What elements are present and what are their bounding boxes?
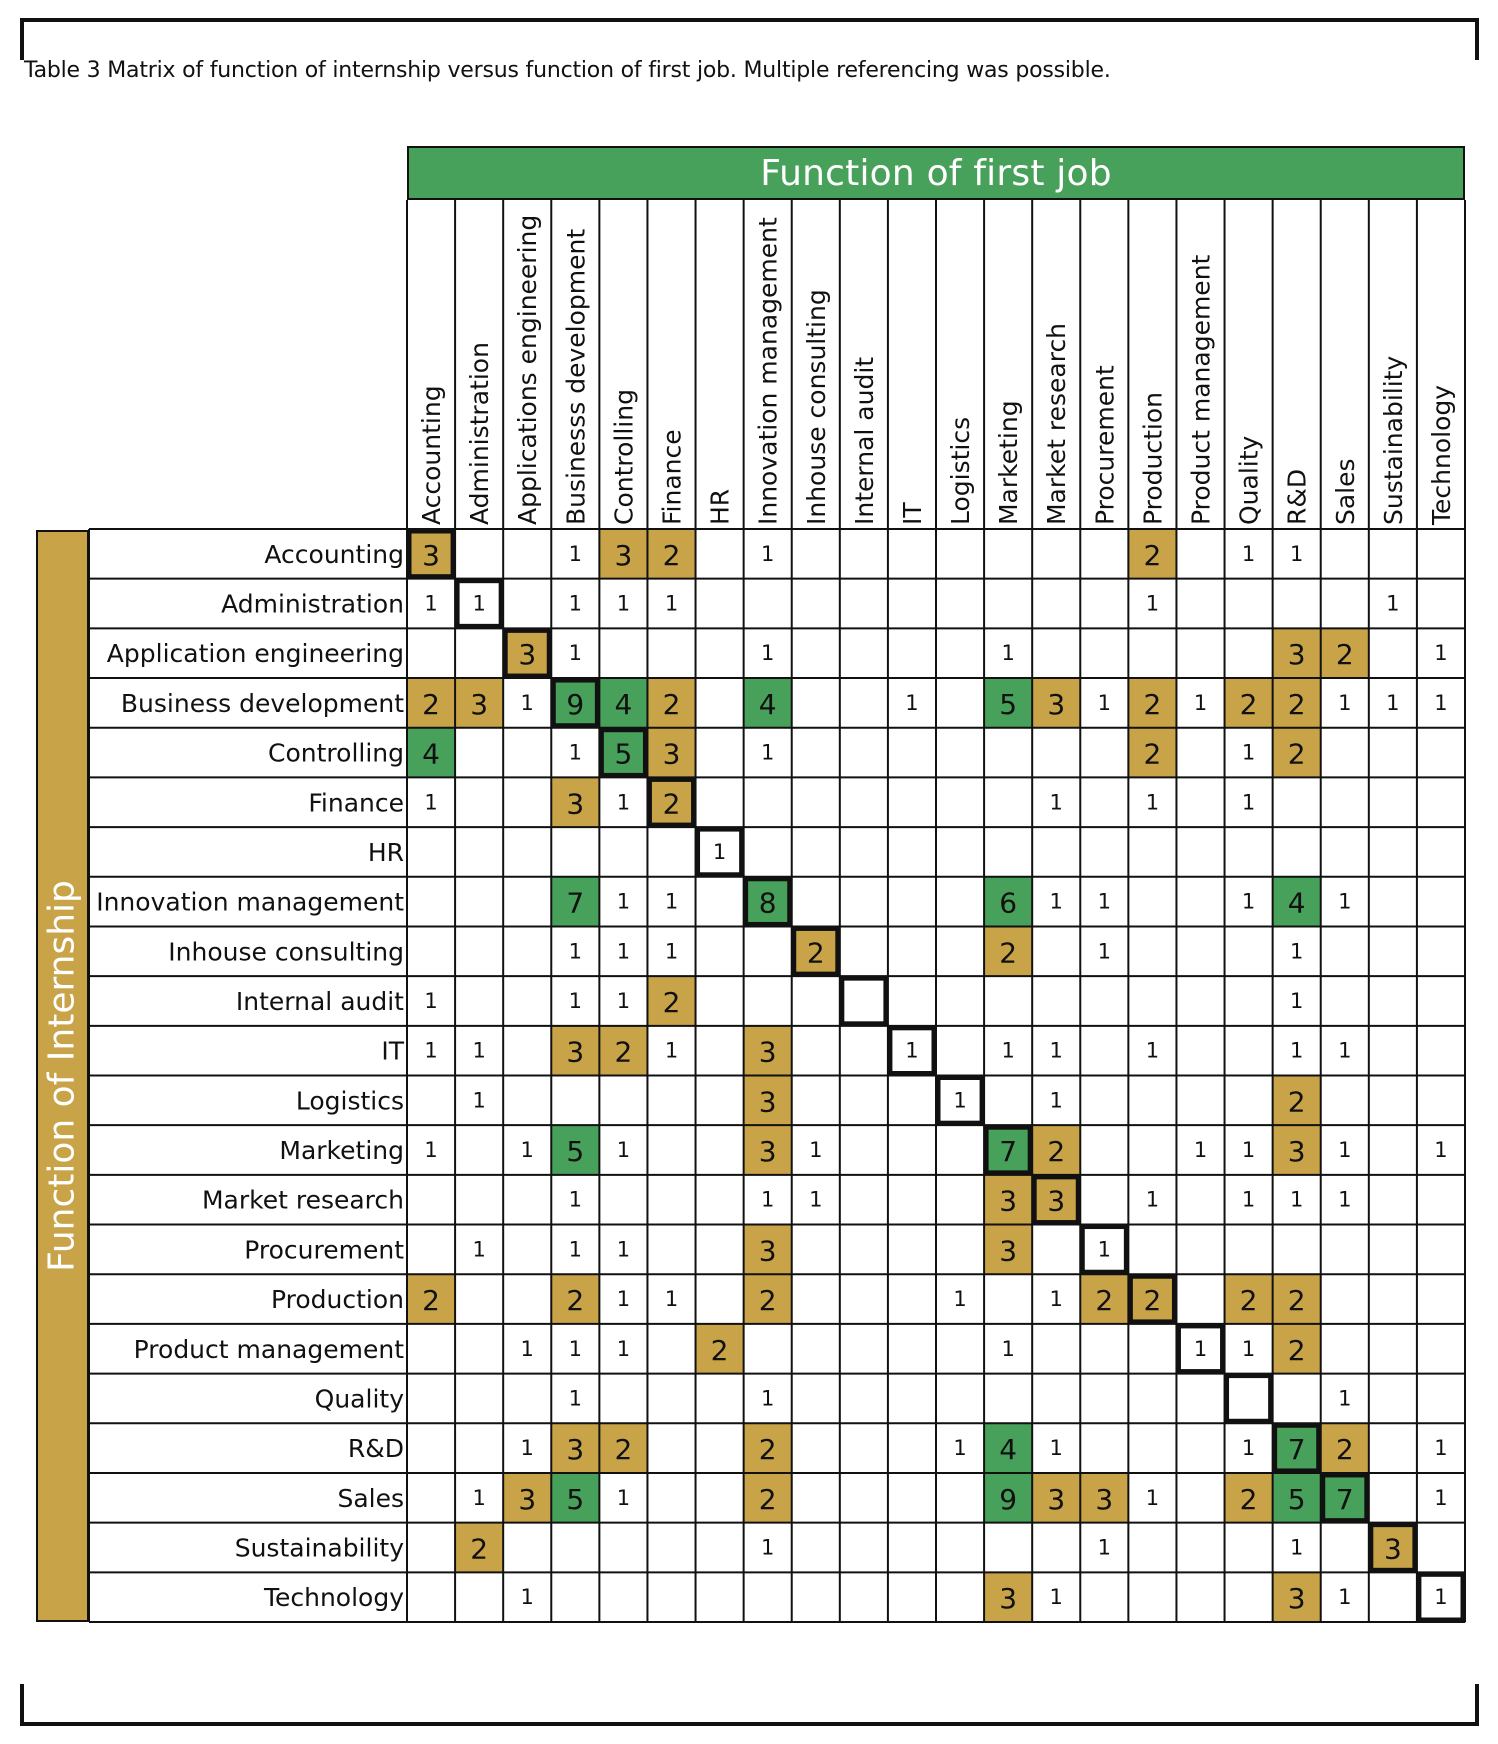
cell-value: 1 — [664, 889, 679, 914]
cell-value: 1 — [1338, 1038, 1352, 1063]
cell-value: 1 — [1289, 1187, 1304, 1212]
cell-value: 1 — [1434, 641, 1448, 666]
cell-value: 1 — [424, 1038, 438, 1063]
column-label: Product management — [1186, 254, 1216, 525]
column-label: HR — [705, 488, 735, 525]
cell-value: 3 — [758, 1135, 777, 1169]
cell-value: 1 — [1193, 1336, 1208, 1361]
cell-value: 3 — [566, 1433, 585, 1467]
cell-value: 2 — [1287, 1333, 1306, 1367]
column-label: Sales — [1330, 458, 1360, 525]
cell-value: 1 — [905, 690, 919, 715]
cell-value: 1 — [712, 839, 727, 864]
cell-value: 3 — [758, 1035, 777, 1069]
cell-value: 1 — [1338, 1585, 1352, 1610]
cell-value: 1 — [1434, 1485, 1448, 1510]
cell-value: 1 — [1434, 1436, 1448, 1461]
row-label: Technology — [263, 1583, 404, 1613]
cell-value: 2 — [422, 687, 440, 721]
cell-value: 1 — [1338, 1386, 1352, 1411]
cell-value: 5 — [999, 687, 1018, 721]
cell-value: 1 — [1049, 1287, 1063, 1312]
cell-value: 1 — [1145, 790, 1160, 815]
cell-value: 1 — [520, 1138, 534, 1163]
cell-value: 1 — [1338, 889, 1352, 914]
cell-value: 2 — [1239, 1284, 1258, 1318]
diagonal-highlight — [842, 978, 886, 1024]
cell-value: 1 — [616, 1336, 631, 1361]
column-label: Market research — [1042, 322, 1072, 525]
cell-value: 3 — [999, 1234, 1018, 1268]
row-label: Administration — [221, 589, 404, 619]
row-label: HR — [367, 837, 404, 867]
cell-value: 1 — [1338, 1138, 1352, 1163]
cell-value: 1 — [1001, 641, 1015, 666]
cell-value: 1 — [953, 1088, 967, 1113]
cell-value: 2 — [1287, 1284, 1306, 1318]
cell-value: 2 — [1239, 687, 1258, 721]
cell-value: 1 — [568, 1237, 583, 1262]
column-label: Controlling — [609, 389, 639, 525]
column-label: Technology — [1426, 384, 1456, 525]
cell-value: 3 — [1287, 638, 1306, 672]
column-label: Businesss development — [561, 228, 591, 525]
cell-value: 1 — [1049, 790, 1063, 815]
row-group-header-label: Function of Internship — [41, 880, 83, 1272]
column-label: Inhouse consulting — [801, 289, 831, 525]
cell-value: 1 — [1193, 1138, 1208, 1163]
cell-value: 2 — [710, 1333, 729, 1367]
cell-value: 2 — [1287, 687, 1306, 721]
cell-value: 1 — [1434, 1585, 1448, 1610]
cell-value: 3 — [999, 1582, 1018, 1616]
cell-value: 3 — [1095, 1482, 1114, 1516]
cell-value: 1 — [1289, 1535, 1304, 1560]
cell-value: 1 — [1241, 790, 1256, 815]
cell-value: 1 — [568, 1187, 583, 1212]
cell-value: 1 — [905, 1038, 919, 1063]
cell-value: 1 — [1049, 1436, 1063, 1461]
cell-value: 1 — [1434, 690, 1448, 715]
cell-value: 2 — [614, 1433, 633, 1467]
cell-value: 2 — [1143, 737, 1162, 771]
cell-value: 3 — [566, 1035, 585, 1069]
cell-value: 1 — [616, 1287, 631, 1312]
cell-value: 2 — [662, 985, 681, 1019]
cell-value: 1 — [520, 690, 534, 715]
cell-value: 1 — [1241, 1336, 1256, 1361]
cell-value: 1 — [568, 641, 583, 666]
row-label: Accounting — [264, 539, 404, 569]
cell-value: 1 — [568, 988, 583, 1013]
row-label: Quality — [314, 1384, 404, 1414]
cell-value: 1 — [1289, 541, 1304, 566]
cell-value: 2 — [1287, 737, 1306, 771]
cell-value: 2 — [758, 1433, 777, 1467]
cell-value: 1 — [472, 1038, 486, 1063]
cell-value: 1 — [1049, 1038, 1063, 1063]
cell-value: 1 — [1338, 690, 1352, 715]
column-label: Accounting — [417, 385, 447, 525]
row-label: Controlling — [268, 738, 404, 768]
cell-value: 1 — [1241, 889, 1256, 914]
cell-value: 4 — [758, 687, 777, 721]
cell-value: 1 — [616, 591, 631, 616]
cell-value: 3 — [1047, 1482, 1066, 1516]
row-label: Logistics — [295, 1086, 404, 1116]
column-label: Procurement — [1090, 365, 1120, 525]
cell-value: 3 — [1047, 687, 1066, 721]
row-label: Application engineering — [106, 639, 404, 669]
cell-value: 1 — [1097, 1237, 1112, 1262]
cell-value: 3 — [758, 1234, 777, 1268]
cell-value: 1 — [424, 1138, 438, 1163]
cell-value: 1 — [424, 790, 438, 815]
column-label: Administration — [465, 342, 495, 525]
row-label: Inhouse consulting — [168, 937, 404, 967]
cell-value: 1 — [1145, 1038, 1160, 1063]
cell-value: 1 — [520, 1585, 534, 1610]
cell-value: 1 — [472, 1237, 486, 1262]
cell-value: 1 — [1049, 889, 1063, 914]
cell-value: 1 — [1241, 1138, 1256, 1163]
cell-value: 3 — [566, 787, 585, 821]
cell-value: 3 — [422, 538, 440, 572]
cell-value: 2 — [566, 1284, 585, 1318]
cell-value: 1 — [472, 1485, 486, 1510]
cell-value: 1 — [616, 939, 631, 964]
cell-value: 2 — [1239, 1482, 1258, 1516]
cell-value: 2 — [1143, 687, 1162, 721]
cell-value: 2 — [1335, 1433, 1354, 1467]
cell-value: 2 — [662, 787, 681, 821]
cell-value: 5 — [614, 737, 633, 771]
cell-value: 2 — [758, 1284, 777, 1318]
row-label: Marketing — [279, 1136, 404, 1166]
diagonal-highlight — [1227, 1376, 1271, 1422]
cell-value: 7 — [999, 1135, 1018, 1169]
cell-value: 1 — [568, 591, 583, 616]
row-label: Business development — [120, 688, 404, 718]
column-label: Marketing — [994, 400, 1024, 525]
cell-value: 1 — [664, 1038, 679, 1063]
cell-value: 4 — [614, 687, 633, 721]
cell-value: 3 — [1047, 1184, 1066, 1218]
cell-value: 1 — [520, 1336, 534, 1361]
cell-value: 5 — [1287, 1482, 1306, 1516]
column-label: Internal audit — [849, 356, 879, 525]
cell-value: 2 — [614, 1035, 633, 1069]
cell-value: 2 — [1095, 1284, 1114, 1318]
cell-value: 1 — [1001, 1038, 1015, 1063]
cell-value: 1 — [664, 591, 679, 616]
cell-value: 1 — [1241, 1436, 1256, 1461]
table-caption: Table 3 Matrix of function of internship versus function of first job. Multiple referencing was possible. — [24, 58, 1111, 83]
cell-value: 1 — [1001, 1336, 1015, 1361]
cell-value: 1 — [616, 1138, 631, 1163]
cell-value: 1 — [1145, 1187, 1160, 1212]
cell-value: 9 — [566, 687, 585, 721]
cell-value: 1 — [1193, 690, 1208, 715]
cell-value: 1 — [568, 740, 583, 765]
cell-value: 1 — [1289, 939, 1304, 964]
cell-value: 2 — [1143, 538, 1162, 572]
row-label: Procurement — [244, 1235, 404, 1265]
column-label: R&D — [1282, 468, 1312, 525]
cell-value: 1 — [1386, 591, 1400, 616]
cell-value: 2 — [662, 538, 681, 572]
cell-value: 1 — [424, 988, 438, 1013]
cell-value: 9 — [999, 1482, 1018, 1516]
cell-value: 1 — [1097, 889, 1112, 914]
cell-value: 1 — [760, 1187, 775, 1212]
cell-value: 1 — [1145, 591, 1160, 616]
cell-value: 2 — [758, 1482, 777, 1516]
cell-value: 1 — [616, 1485, 631, 1510]
cell-value: 1 — [568, 1386, 583, 1411]
cell-value: 4 — [1287, 886, 1306, 920]
cell-value: 1 — [472, 1088, 486, 1113]
cell-value: 3 — [470, 687, 489, 721]
cell-value: 1 — [472, 591, 486, 616]
cell-value: 7 — [1335, 1482, 1354, 1516]
cell-value: 2 — [1287, 1085, 1306, 1119]
cell-value: 1 — [568, 1336, 583, 1361]
cell-value: 1 — [1241, 740, 1256, 765]
cell-value: 1 — [1289, 1038, 1304, 1063]
cell-value: 1 — [424, 591, 438, 616]
cell-value: 2 — [1143, 1284, 1162, 1318]
cell-value: 3 — [518, 1482, 537, 1516]
cell-value: 3 — [758, 1085, 777, 1119]
cell-value: 3 — [662, 737, 681, 771]
cell-value: 1 — [760, 740, 775, 765]
cell-value: 1 — [568, 939, 583, 964]
cell-value: 5 — [566, 1482, 585, 1516]
cell-value: 7 — [1287, 1433, 1306, 1467]
row-label: Innovation management — [96, 887, 404, 917]
cell-value: 1 — [1289, 988, 1304, 1013]
cell-value: 3 — [1383, 1532, 1402, 1566]
cell-value: 3 — [614, 538, 633, 572]
cell-value: 1 — [760, 1535, 775, 1560]
cell-value: 2 — [806, 936, 825, 970]
row-label: R&D — [347, 1434, 404, 1464]
cell-value: 1 — [664, 1287, 679, 1312]
cell-value: 1 — [760, 641, 775, 666]
cell-value: 3 — [999, 1184, 1018, 1218]
cell-value: 1 — [616, 1237, 631, 1262]
cell-value: 4 — [999, 1433, 1018, 1467]
row-label: Production — [270, 1285, 404, 1315]
column-label: Quality — [1234, 435, 1264, 525]
row-label: Sales — [337, 1483, 404, 1513]
row-label: Finance — [308, 788, 404, 818]
cell-value: 3 — [1287, 1582, 1306, 1616]
row-label: Market research — [201, 1185, 404, 1215]
column-label: Production — [1138, 391, 1168, 525]
cell-value: 1 — [809, 1138, 823, 1163]
row-label: Product management — [133, 1334, 404, 1364]
cell-value: 1 — [616, 889, 631, 914]
column-group-header-label: Function of first job — [760, 152, 1112, 194]
cell-value: 2 — [470, 1532, 489, 1566]
cell-value: 1 — [1097, 1535, 1112, 1560]
row-label: Internal audit — [235, 986, 404, 1016]
cell-value: 2 — [422, 1284, 440, 1318]
cell-value: 1 — [1386, 690, 1400, 715]
cell-value: 1 — [1097, 939, 1112, 964]
cell-value: 2 — [999, 936, 1018, 970]
cell-value: 1 — [760, 1386, 775, 1411]
cell-value: 6 — [999, 886, 1018, 920]
cell-value: 1 — [953, 1436, 967, 1461]
cell-value: 1 — [760, 541, 775, 566]
row-label: Sustainability — [234, 1533, 404, 1563]
cell-value: 2 — [1335, 638, 1354, 672]
cell-value: 1 — [568, 541, 583, 566]
column-label: Applications engineering — [513, 214, 543, 525]
column-label: IT — [897, 502, 927, 525]
cell-value: 3 — [1287, 1135, 1306, 1169]
cell-value: 1 — [520, 1436, 534, 1461]
cell-value: 1 — [1241, 541, 1256, 566]
cell-value: 2 — [662, 687, 681, 721]
cell-value: 1 — [1049, 1585, 1063, 1610]
cell-value: 1 — [953, 1287, 967, 1312]
cell-value: 3 — [518, 638, 537, 672]
cell-value: 8 — [758, 886, 777, 920]
cell-value: 1 — [1434, 1138, 1448, 1163]
cell-value: 1 — [664, 939, 679, 964]
cell-value: 1 — [1049, 1088, 1063, 1113]
cell-value: 1 — [616, 988, 631, 1013]
column-label: Sustainability — [1378, 355, 1408, 525]
cell-value: 1 — [616, 790, 631, 815]
cell-value: 4 — [422, 737, 440, 771]
cell-value: 5 — [566, 1135, 585, 1169]
cell-value: 1 — [1241, 1187, 1256, 1212]
cell-value: 1 — [1097, 690, 1112, 715]
cell-value: 7 — [566, 886, 585, 920]
cell-value: 1 — [809, 1187, 823, 1212]
column-label: Innovation management — [753, 217, 783, 525]
cell-value: 1 — [1145, 1485, 1160, 1510]
row-label: IT — [381, 1036, 404, 1066]
column-label: Logistics — [946, 416, 976, 525]
cell-value: 2 — [1047, 1135, 1066, 1169]
cell-value: 1 — [1338, 1187, 1352, 1212]
column-label: Finance — [657, 429, 687, 525]
